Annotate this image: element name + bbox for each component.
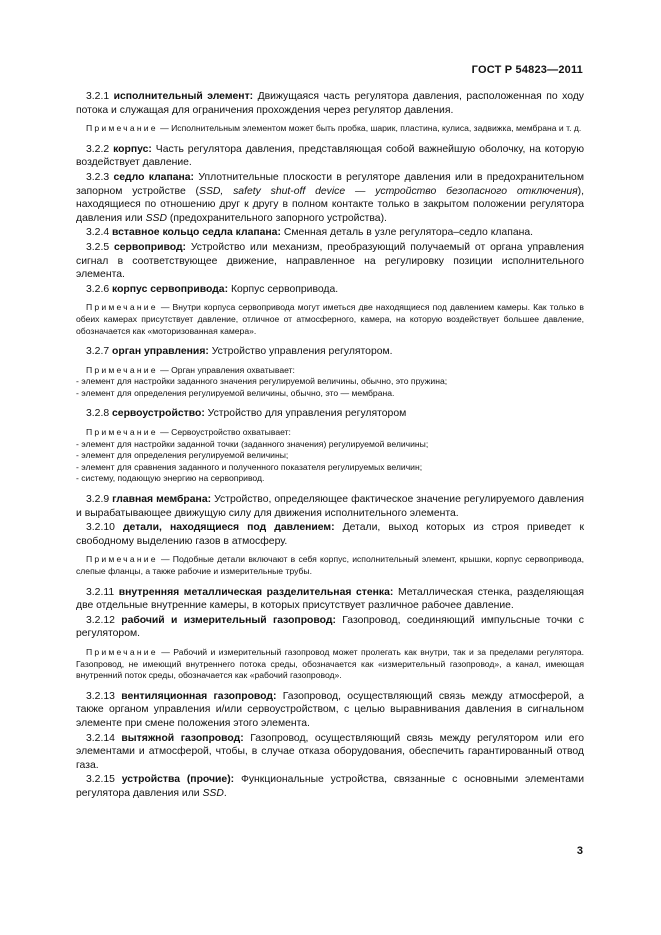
definition-3-2-3: 3.2.3 седло клапана: Уплотнительные плоскости в регуляторе давления или в предохранительном запорном устройстве (SSD, safety shut-off device — устройство безопасного отключения), находящиеся по отношению друг к другу в полном контакте только в закрытом положении регулятора давления или SSD (предохранительного запорного устройства). (76, 171, 585, 224)
definition-3-2-13: 3.2.13 вентиляционная газопровод: Газопровод, осуществляющий связь между атмосферой, а также органом управления и/или сервоустройством, с целью выравнивания давления в сигнальном элементе при смене положения этого элемента. (76, 690, 584, 729)
note-list-item: - элемент для настройки заданного значения регулируемой величины, обычно, это пружина; (76, 376, 448, 387)
standard-header: ГОСТ Р 54823—2011 (471, 64, 583, 76)
term: сервоустройство: (112, 408, 205, 420)
note-label: Примечание (86, 123, 158, 134)
definition-3-2-10: 3.2.10 детали, находящиеся под давлением: Детали, выход которых из строя приведет к свободному выделению газов в атмосферу. (76, 522, 585, 547)
note: Примечание — Исполнительным элементом может быть пробка, шарик, пластина, кулиса, задвижка, мембрана и т. д. (86, 123, 582, 134)
note: Примечание — Подобные детали включают в себя корпус, исполнительный элемент, крышки, корпус сервопривода, слепые фланцы, а также рабочие и измерительные трубы. (76, 554, 584, 576)
definition-3-2-14: 3.2.14 вытяжной газопровод: Газопровод, осуществляющий связь между регулятором или его элементами и атмосферой, чтобы, в случае отказа оборудования, обеспечить гарантированный отвод газа. (76, 732, 585, 771)
definition-3-2-15: 3.2.15 устройства (прочие): Функциональные устройства, связанные с основными элементами регулятора давления или SSD. (76, 774, 584, 799)
note-list-item: - элемент для настройки заданной точки (заданного значения) регулируемой величины; (76, 438, 429, 449)
term: устройства (прочие): (121, 774, 235, 786)
page-number: 3 (576, 845, 583, 857)
definition-3-2-7: 3.2.7 орган управления: Устройство управления регулятором. (86, 346, 393, 358)
term: сервопривод: (113, 241, 186, 253)
term: рабочий и измерительный газопровод: (121, 614, 336, 626)
note-label: Примечание (86, 646, 158, 657)
term: вентиляционная газопровод: (121, 690, 277, 702)
term: внутренняя металлическая разделительная стенка: (118, 586, 394, 598)
term: главная мембрана: (112, 494, 212, 506)
term: исполнительный элемент: (113, 91, 254, 102)
note: Примечание — Орган управления охватывает: - элемент для настройки заданного значения регулируемой величины, обычно, это пружина; - элемент для определения регулируемой величины, обычно, это — мембрана. (76, 365, 584, 400)
note-label: Примечание (86, 364, 158, 375)
definition-3-2-6: 3.2.6 корпус сервопривода: Корпус сервопривода. (86, 283, 339, 295)
term: седло клапана: (113, 171, 195, 183)
note: Примечание — Рабочий и измерительный газопровод может пролегать как внутри, так и за пределами регулятора. Газопровод, не имеющий внутреннего потока среды, обозначается как «измерительный газопровод», а канал, имеющая внутренний поток среды, обозначается как «рабочий газопровод». (76, 646, 584, 681)
definitions-body (76, 90, 584, 802)
term: детали, находящиеся под давлением: (122, 522, 335, 534)
note-label: Примечание (86, 302, 158, 313)
note-label: Примечание (86, 427, 158, 438)
definition-3-2-1: 3.2.1 исполнительный элемент: Движущаяся часть регулятора давления, расположенная по ходу потока и служащая для ограничения прохождения через регулятор давления. (76, 91, 585, 116)
term: вставное кольцо седла клапана: (112, 227, 281, 239)
term: орган управления: (112, 346, 209, 358)
note-list-item: - элемент для определения регулируемой величины, обычно, это — мембрана. (76, 387, 395, 398)
definition-3-2-12: 3.2.12 рабочий и измерительный газопровод: Газопровод, соединяющий импульсные точки с регулятором. (76, 614, 584, 640)
definition-3-2-5: 3.2.5 сервопривод: Устройство или механизм, преобразующий получаемый от органа управления сигнал в соответствующее движение, направленное на регулировку позиции исполнительного элемента. (76, 241, 584, 281)
definition-3-2-2: 3.2.2 корпус: Часть регулятора давления, представляющая собой важнейшую оболочку, на которую воздействует давление. (76, 143, 585, 169)
definition-3-2-8: 3.2.8 сервоустройство: Устройство для управления регулятором (86, 408, 407, 420)
definition-3-2-11: 3.2.11 внутренняя металлическая разделительная стенка: Металлическая стенка, разделяющая две отдельные внутренние камеры, в которых присутствует различное рабочее давление. (76, 586, 585, 612)
term: вытяжной газопровод: (121, 732, 244, 744)
note: Примечание — Сервоустройство охватывает: - элемент для настройки заданной точки (заданного значения) регулируемой величины; - элемент для определения регулируемой величины; - элемент для сравнения заданного и полученного показателя регулируемых величин; - систему, подающую энергию на сервопривод. (76, 427, 584, 485)
note: Примечание — Внутри корпуса сервопривода могут иметься две находящиеся под давлением камеры. Как только в обеих камерах присутствует давление, отличное от атмосферного, камера, на которую воздействует большее давление, обозначается как «моторизованная камера». (76, 302, 584, 336)
definition-3-2-4: 3.2.4 вставное кольцо седла клапана: Сменная деталь в узле регулятора–седло клапана. (86, 227, 534, 239)
note-list-item: - систему, подающую энергию на сервопривод. (76, 473, 265, 484)
definition-3-2-9: 3.2.9 главная мембрана: Устройство, определяющее фактическое значение регулируемого давления и вырабатывающее движущую силу для движения исполнительного элемента. (76, 494, 584, 519)
note-list-item: - элемент для сравнения заданного и полученного показателя регулируемых величин; (76, 461, 423, 472)
term: корпус: (113, 143, 152, 155)
note-list-item: - элемент для определения регулируемой величины; (76, 450, 289, 461)
term: корпус сервопривода: (112, 283, 229, 295)
note-label: Примечание (86, 554, 158, 565)
